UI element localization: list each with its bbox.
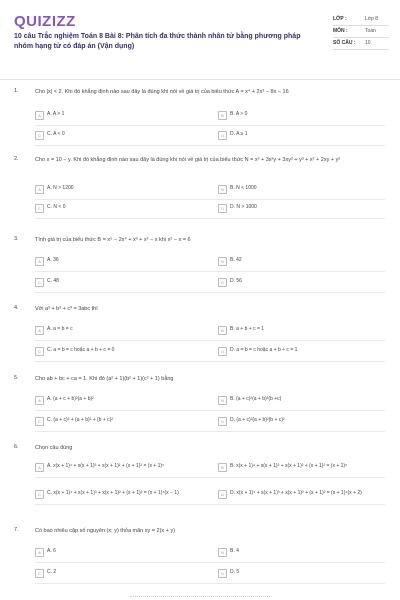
answer-option-a[interactable] bbox=[35, 111, 201, 120]
answer-option-c[interactable] bbox=[35, 204, 201, 213]
option-key-box: C bbox=[35, 569, 44, 578]
answer-option-d[interactable] bbox=[218, 417, 384, 426]
answer-option-b[interactable] bbox=[218, 326, 384, 335]
answer-option-b[interactable] bbox=[218, 257, 384, 266]
answer-option-d[interactable] bbox=[218, 131, 384, 140]
meta-value: Lớp 8 bbox=[365, 16, 379, 22]
option-key-box: A bbox=[35, 185, 44, 194]
question-text: Với a³ + b³ + c³ = 3abc thì bbox=[35, 306, 98, 312]
answer-option-a[interactable] bbox=[35, 548, 201, 557]
meta-label: MÔN : bbox=[333, 28, 348, 34]
answer-option-c[interactable] bbox=[35, 347, 201, 356]
meta-row-subject bbox=[333, 26, 389, 38]
option-text: C. x(x + 1)⁴ + x(x + 1)³ + x(x + 1)² + (x + 1)² = (x + 1)⁴(x − 1) bbox=[47, 490, 179, 496]
option-key-box: A bbox=[35, 463, 44, 472]
option-text: A. a = b = c bbox=[47, 326, 73, 332]
option-key-box: B bbox=[218, 185, 227, 194]
option-row-divider bbox=[35, 410, 385, 411]
option-key-box: C bbox=[35, 204, 44, 213]
question-number: 5. bbox=[14, 375, 19, 381]
option-text: C. 48 bbox=[47, 278, 59, 284]
question-text: Chọn câu đúng bbox=[35, 445, 73, 451]
option-text: D. x(x + 1)⁴ + x(x + 1)³ + x(x + 1)² + (x + 1)² = (x + 1)⁴(x + 2) bbox=[230, 490, 362, 496]
option-key-box: B bbox=[218, 257, 227, 266]
answer-option-d[interactable] bbox=[218, 278, 384, 287]
answer-option-b[interactable] bbox=[218, 396, 384, 405]
answer-option-a[interactable] bbox=[35, 396, 201, 405]
page-footer-divider bbox=[130, 596, 270, 599]
option-row-divider bbox=[35, 271, 385, 272]
option-text: B. A > 0 bbox=[230, 111, 248, 117]
option-key-box: B bbox=[218, 396, 227, 405]
answer-option-c[interactable] bbox=[35, 131, 201, 140]
option-text: A. 6 bbox=[47, 548, 56, 554]
option-key-box: C bbox=[35, 278, 44, 287]
answer-option-b[interactable] bbox=[218, 548, 384, 557]
answer-option-a[interactable] bbox=[35, 257, 201, 266]
meta-row-class bbox=[333, 14, 389, 26]
option-row-divider bbox=[35, 562, 385, 563]
meta-label: LỚP : bbox=[333, 16, 347, 22]
option-text: C. a = b = c hoặc a + b + c = 0 bbox=[47, 347, 115, 353]
question-text: Cho ab + bc + ca = 1. Khi đó (a² + 1)(b² + 1)(c² + 1) bằng bbox=[35, 376, 174, 382]
option-text: B. (a + c)²(a + b)²(b +c) bbox=[230, 396, 282, 402]
option-key-box: A bbox=[35, 257, 44, 266]
meta-value: 10 bbox=[365, 40, 371, 46]
option-row-divider bbox=[35, 218, 385, 219]
option-key-box: B bbox=[218, 326, 227, 335]
question-number: 6. bbox=[14, 444, 19, 450]
answer-option-d[interactable] bbox=[218, 569, 384, 578]
meta-table bbox=[333, 14, 389, 50]
question-number: 7. bbox=[14, 527, 19, 533]
option-text: B. x(x + 1)⁴ + x(x + 1)³ + x(x + 1)² + (x + 1)² = (x + 1)⁶ bbox=[230, 463, 348, 469]
option-text: B. N < 1000 bbox=[230, 185, 257, 191]
option-text: C. A < 0 bbox=[47, 131, 65, 137]
option-key-box: C bbox=[35, 417, 44, 426]
option-row-divider bbox=[35, 504, 385, 505]
question-number: 1. bbox=[14, 88, 19, 94]
answer-option-a[interactable] bbox=[35, 326, 201, 335]
option-key-box: A bbox=[35, 548, 44, 557]
option-key-box: C bbox=[35, 490, 44, 499]
option-key-box: D bbox=[218, 131, 227, 140]
option-text: A. N > 1200 bbox=[47, 185, 74, 191]
option-row-divider bbox=[35, 145, 385, 146]
worksheet-title: 10 câu Trắc nghiệm Toán 8 Bài 8: Phân tích đa thức thành nhân tử bằng phương pháp nhóm hạng tử có đáp án (Vận dụng) bbox=[14, 33, 301, 50]
answer-option-d[interactable] bbox=[218, 490, 384, 499]
answer-option-b[interactable] bbox=[218, 111, 384, 120]
option-key-box: D bbox=[218, 417, 227, 426]
option-key-box: A bbox=[35, 111, 44, 120]
option-text: B. a + b + c = 1 bbox=[230, 326, 265, 332]
option-key-box: D bbox=[218, 204, 227, 213]
answer-option-b[interactable] bbox=[218, 185, 384, 194]
answer-option-a[interactable] bbox=[35, 463, 201, 472]
answer-option-c[interactable] bbox=[35, 569, 201, 578]
option-text: D. a = b = c hoặc a + b + c = 1 bbox=[230, 347, 298, 353]
option-text: D. N > 1000 bbox=[230, 204, 257, 210]
option-key-box: D bbox=[218, 347, 227, 356]
option-key-box: D bbox=[218, 569, 227, 578]
meta-row-count bbox=[333, 38, 389, 50]
option-key-box: B bbox=[218, 463, 227, 472]
answer-option-c[interactable] bbox=[35, 417, 201, 426]
option-text: C. (a + c)² + (a + b)² + (b + c)² bbox=[47, 417, 113, 423]
option-text: A. A > 1 bbox=[47, 111, 65, 117]
option-row-divider bbox=[35, 340, 385, 341]
question-number: 2. bbox=[14, 156, 19, 162]
option-text: B. 42 bbox=[230, 257, 242, 263]
question-number: 4. bbox=[14, 305, 19, 311]
option-key-box: B bbox=[218, 548, 227, 557]
option-text: B. 4 bbox=[230, 548, 239, 554]
option-text: D. 5 bbox=[230, 569, 240, 575]
option-row-divider bbox=[35, 125, 385, 126]
option-row-divider bbox=[35, 477, 385, 478]
option-key-box: D bbox=[218, 490, 227, 499]
answer-option-c[interactable] bbox=[35, 278, 201, 287]
option-row-divider bbox=[35, 361, 385, 362]
question-text: Cho |x| < 2. Khi đó khẳng định nào sau đây là đúng khi nói về giá trị của biểu thức A = x⁴ + 2x³ − 8x − 16 bbox=[35, 89, 289, 95]
option-row-divider bbox=[35, 431, 385, 432]
meta-value: Toán bbox=[365, 28, 376, 34]
answer-option-d[interactable] bbox=[218, 204, 384, 213]
option-row-divider bbox=[35, 199, 385, 200]
option-row-divider bbox=[35, 292, 385, 293]
header-divider bbox=[0, 79, 400, 80]
answer-option-c[interactable] bbox=[35, 490, 201, 499]
logo: QUIZIZZ bbox=[14, 13, 76, 30]
option-key-box: C bbox=[35, 131, 44, 140]
option-key-box: A bbox=[35, 396, 44, 405]
option-text: A. (a + c + b)²(a + b)² bbox=[47, 396, 94, 402]
option-text: A. x(x + 1)⁴ + x(x + 1)³ + x(x + 1)² + (x + 1)² = (x + 1)⁵ bbox=[47, 463, 165, 469]
option-row-divider bbox=[35, 583, 385, 584]
answer-option-a[interactable] bbox=[35, 185, 201, 194]
option-key-box: D bbox=[218, 278, 227, 287]
meta-label: SỐ CÂU : bbox=[333, 40, 356, 46]
option-text: C. N < 0 bbox=[47, 204, 66, 210]
option-text: A. 36 bbox=[47, 257, 59, 263]
option-text: D. 56 bbox=[230, 278, 242, 284]
question-number: 3. bbox=[14, 236, 19, 242]
question-text: Tính giá trị của biểu thức B = x⁵ − 2x⁴ + x³ + x² − x khi x² − x = 6 bbox=[35, 237, 191, 243]
question-text: Cho x = 10 − y. Khi đó khẳng định nào sau đây là đúng khi nói về giá trị của biểu thức N = x³ + 3x²y + 3xy² + y³ + x² + 2xy + y² bbox=[35, 157, 341, 163]
answer-option-b[interactable] bbox=[218, 463, 384, 472]
option-text: D. A ≥ 1 bbox=[230, 131, 248, 137]
option-text: D. (a + c)²(a + b)²(b + c)² bbox=[230, 417, 285, 423]
option-text: C. 2 bbox=[47, 569, 57, 575]
answer-option-d[interactable] bbox=[218, 347, 384, 356]
option-key-box: B bbox=[218, 111, 227, 120]
option-key-box: C bbox=[35, 347, 44, 356]
question-text: Có bao nhiêu cặp số nguyên (x; y) thỏa mãn xy = 2(x + y) bbox=[35, 528, 176, 534]
option-key-box: A bbox=[35, 326, 44, 335]
